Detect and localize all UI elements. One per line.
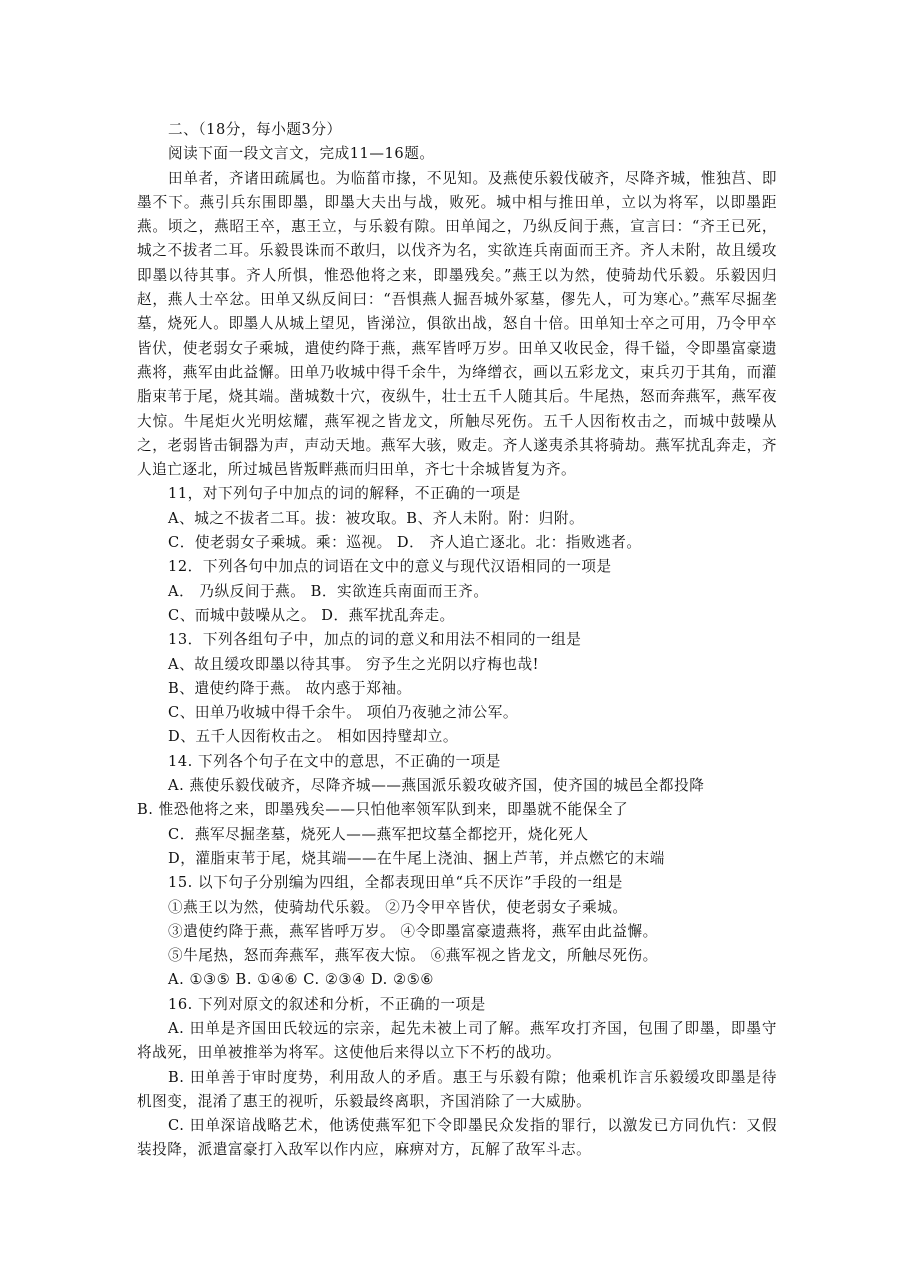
question-16-stem: 16. 下列对原文的叙述和分析，不正确的一项是 [168,995,486,1013]
section-heading: 二、（18分，每小题3分） [168,121,342,138]
question-16-option-a: A. 田单是齐国田氏较远的宗亲，起先未被上司了解。燕军攻打齐国，包围了即墨，即墨守将战死，田单被推举为将军。这使他后来得以立下不朽的战功。 [137,1019,777,1062]
question-13-option-c: C、田单乃收城中得千余牛。 项伯乃夜驰之沛公军。 [168,704,519,722]
question-14-option-c: C．燕军尽掘垄墓，烧死人——燕军把坟墓全都挖开，烧化死人 [168,825,589,843]
question-15-choices: A. ①③⑤ B. ①④⑥ C. ②③④ D. ②⑤⑥ [168,971,434,989]
question-14-option-a: A. 燕使乐毅伐破齐，尽降齐城——燕国派乐毅攻破齐国，使齐国的城邑全都投降 [168,777,705,795]
question-13-option-d: D、五千人因衔枚击之。 相如因持璧却立。 [168,728,459,746]
classical-passage: 田单者，齐诸田疏属也。为临菑市掾，不见知。及燕使乐毅伐破齐，尽降齐城，惟独莒、即墨不下。燕引兵东围即墨，即墨大夫出与战，败死。城中相与推田单，立以为将军，以即墨距燕。顷之，燕昭王卒，惠王立，与乐毅有隙。田单闻之，乃纵反间于燕，宣言曰：“齐王已死，城之不拔者二耳。乐毅畏诛而不敢归，以伐齐为名，实欲连兵南面而王齐。齐人未附，故且缓攻即墨以待其事。齐人所惧，惟恐他将之来，即墨残矣。”燕王以为然，使骑劫代乐毅。乐毅因归赵，燕人士卒忿。田单又纵反间曰：“吾惧燕人掘吾城外冢墓，僇先人，可为寒心。”燕军尽掘垄墓，烧死人。即墨人从城上望见，皆涕泣，俱欲出战，怒自十倍。田单知士卒之可用，乃令甲卒皆伏，使老弱女子乘城，遣使约降于燕，燕军皆呼万岁。田单又收民金，得千镒，令即墨富豪遗燕将，燕军由此益懈。田单乃收城中得千余牛，为绛缯衣，画以五彩龙文，束兵刃于其角，而灌脂束苇于尾，烧其端。凿城数十穴，夜纵牛，壮士五千人随其后。牛尾热，怒而奔燕军，燕军夜大惊。牛尾炬火光明炫耀，燕军视之皆龙文，所触尽死伤。五千人因衔枚击之，而城中鼓噪从之，老弱皆击铜器为声，声动天地。燕军大骇，败走。齐人遂夷杀其将骑劫。燕军扰乱奔走，齐人追亡逐北，所过城邑皆叛畔燕而归田单，齐七十余城皆复为齐。 [137,169,777,479]
question-11-options-cd: C．使老弱女子乘城。乘：巡视。 D． 齐人追亡逐北。北：指败逃者。 [168,534,642,552]
question-15-sentences-1-2: ①燕王以为然，使骑劫代乐毅。 ②乃令甲卒皆伏，使老弱女子乘城。 [168,898,628,916]
question-15-stem: 15. 以下句子分别编为四组，全都表现田单“兵不厌诈”手段的一组是 [168,874,623,892]
question-14-option-d: D，灌脂束苇于尾，烧其端——在牛尾上浇油、捆上芦苇，并点燃它的末端 [168,849,665,867]
question-15-sentences-3-4: ③遣使约降于燕，燕军皆呼万岁。 ④令即墨富豪遗燕将，燕军由此益懈。 [168,922,658,940]
question-12-options-cd: C、而城中鼓噪从之。 D．燕军扰乱奔走。 [168,606,455,624]
question-13-option-a: A、故且缓攻即墨以待其事。 穷予生之光阴以疗梅也哉! [168,655,540,673]
question-13-stem: 13．下列各组句子中，加点的词的意义和用法不相同的一组是 [168,631,582,649]
question-14-stem: 14. 下列各个句子在文中的意思，不正确的一项是 [168,752,501,770]
question-16-option-b: B. 田单善于审时度势，利用敌人的矛盾。惠王与乐毅有隙；他乘机诈言乐毅缓攻即墨是待机图变，混淆了惠王的视听，乐毅最终离职，齐国消除了一大威胁。 [137,1068,777,1110]
question-14-option-b: B. 惟恐他将之来，即墨残矣——只怕他率领军队到来，即墨就不能保全了 [137,801,629,819]
question-15-sentences-5-6: ⑤牛尾热，怒而奔燕军，燕军夜大惊。 ⑥燕军视之皆龙文，所触尽死伤。 [168,947,658,965]
question-11-options-ab: A、城之不拔者二耳。拔：被攻取。B、齐人未附。附：归附。 [168,509,585,527]
question-12-stem: 12．下列各句中加点的词语在文中的意义与现代汉语相同的一项是 [168,558,612,576]
exam-content [137,118,777,1163]
question-12-options-ab: A． 乃纵反间于燕。 B．实欲连兵南面而王齐。 [168,582,489,600]
question-13-option-b: B、遣使约降于燕。 故内惑于郑袖。 [168,679,412,697]
question-11-stem: 11，对下列句子中加点的词的解释，不正确的一项是 [168,485,521,503]
question-16-option-c: C. 田单深谙战略艺术，他诱使燕军犯下令即墨民众发指的罪行，以激发已方同仇忾：又假装投降，派遣富豪打入敌军以作内应，麻痹对方，瓦解了敌军斗志。 [137,1117,777,1159]
section-instruction: 阅读下面一段文言文，完成11—16题。 [168,145,435,163]
